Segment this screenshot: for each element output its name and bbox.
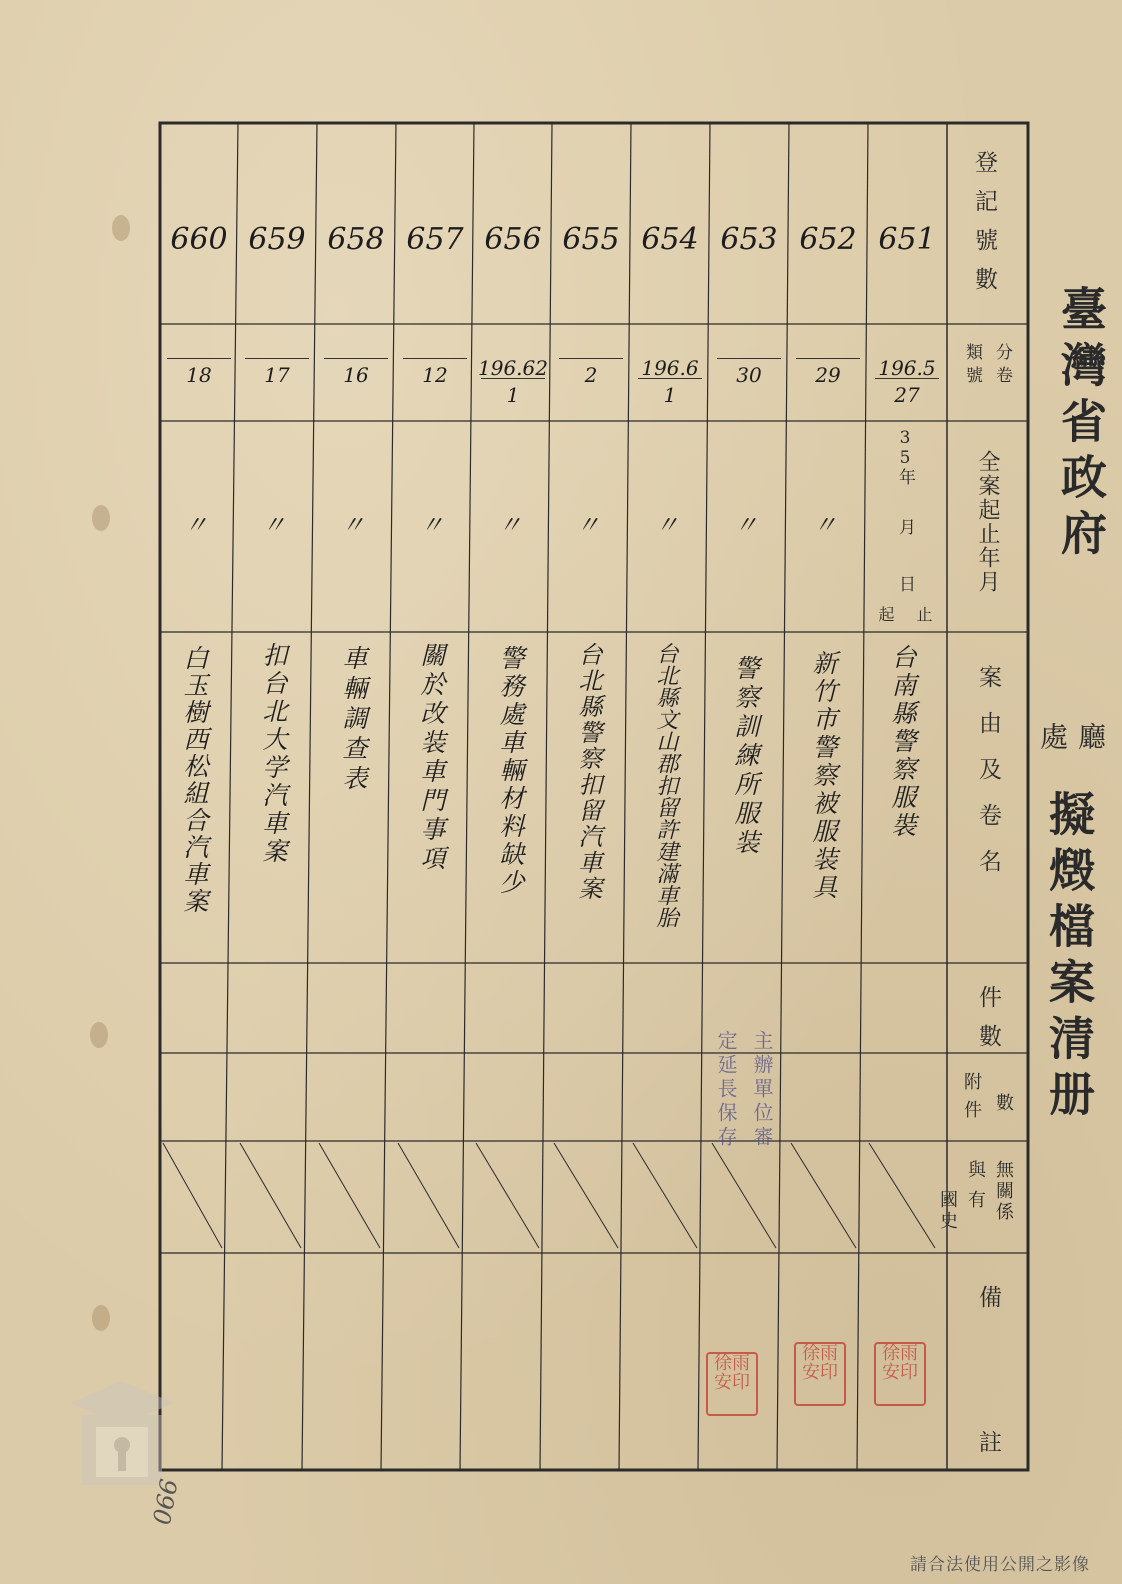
case-title: 台北縣文山郡扣留許建滿車胎 bbox=[653, 642, 678, 928]
case-title: 警務處車輛材料缺少 bbox=[496, 645, 525, 897]
registration-number: 660 bbox=[170, 222, 228, 257]
category-bottom: 17 bbox=[264, 363, 290, 387]
registration-number: 656 bbox=[484, 222, 542, 257]
category-bottom: 16 bbox=[343, 363, 369, 387]
registration-number: 655 bbox=[562, 222, 620, 257]
archive-watermark-logo bbox=[62, 1375, 182, 1495]
personal-seal: 徐雨安印 bbox=[874, 1342, 926, 1406]
header-registration-number: 登記號數 bbox=[971, 150, 997, 306]
retention-stamp-line-1: 主辦單位審 bbox=[750, 1030, 774, 1150]
personal-seal: 徐雨安印 bbox=[706, 1352, 758, 1416]
category-top: 196.5 bbox=[878, 356, 936, 380]
category-number bbox=[631, 358, 709, 405]
category-bottom: 27 bbox=[894, 383, 920, 407]
fraction-bar bbox=[559, 358, 623, 359]
date-year-label: 35年 bbox=[895, 428, 915, 485]
date-start-label: 起 bbox=[876, 606, 895, 622]
category-bottom: 30 bbox=[736, 363, 762, 387]
registration-number: 651 bbox=[878, 222, 936, 257]
page-mark: 066 bbox=[148, 1476, 184, 1527]
date-ditto: 〃 bbox=[813, 511, 837, 539]
registration-number: 652 bbox=[799, 222, 857, 257]
header-case-title: 案由及卷名 bbox=[975, 665, 1001, 895]
date-ditto: 〃 bbox=[341, 511, 365, 539]
case-title: 車輛調查表 bbox=[339, 645, 368, 795]
date-day-label: 日 bbox=[895, 575, 915, 592]
category-bottom: 1 bbox=[506, 383, 520, 407]
category-number bbox=[710, 358, 788, 385]
registration-number: 658 bbox=[327, 222, 385, 257]
registration-number: 657 bbox=[406, 222, 464, 257]
fraction-bar bbox=[324, 358, 388, 359]
case-title: 台北縣警察扣留汽車案 bbox=[574, 642, 602, 902]
fraction-bar bbox=[245, 358, 309, 359]
register-subtitle: 擬燬檔案清册 bbox=[1042, 790, 1096, 1126]
date-ditto: 〃 bbox=[262, 511, 286, 539]
registration-number: 654 bbox=[641, 222, 699, 257]
fraction-bar bbox=[167, 358, 231, 359]
personal-seal: 徐雨安印 bbox=[794, 1342, 846, 1406]
category-bottom: 1 bbox=[663, 383, 677, 407]
category-bottom: 2 bbox=[584, 363, 598, 387]
fraction-bar bbox=[403, 358, 467, 359]
fraction-bar bbox=[796, 358, 860, 359]
category-bottom: 18 bbox=[186, 363, 212, 387]
case-title: 新竹市警察被服装具 bbox=[809, 650, 838, 902]
category-number bbox=[317, 358, 395, 385]
registration-number: 659 bbox=[248, 222, 306, 257]
date-end-label: 止 bbox=[914, 606, 933, 622]
case-title: 關於改装車門事項 bbox=[417, 642, 446, 874]
header-relevance-c: 國史 bbox=[937, 1190, 958, 1232]
header-category-b: 類號 bbox=[962, 343, 982, 389]
case-title: 台南縣警察服裝 bbox=[888, 644, 917, 840]
category-top: 196.62 bbox=[478, 356, 548, 380]
header-item-count: 件數 bbox=[975, 985, 1001, 1063]
date-ditto: 〃 bbox=[655, 511, 679, 539]
fraction-bar bbox=[717, 358, 781, 359]
category-number bbox=[474, 358, 552, 405]
category-number bbox=[160, 358, 238, 385]
retention-stamp-line-2: 定延長保存 bbox=[714, 1030, 738, 1150]
registration-number: 653 bbox=[720, 222, 778, 257]
date-month-label: 月 bbox=[895, 518, 915, 535]
category-number bbox=[868, 358, 946, 405]
category-bottom: 12 bbox=[422, 363, 448, 387]
header-remarks-b: 註 bbox=[975, 1430, 1001, 1453]
header-remarks-a: 備 bbox=[975, 1285, 1001, 1308]
header-attachments-a: 數 bbox=[993, 1093, 1014, 1111]
usage-watermark: 請合法使用公開之影像 bbox=[910, 1555, 1090, 1575]
category-number bbox=[789, 358, 867, 385]
date-ditto: 〃 bbox=[420, 511, 444, 539]
case-title: 扣台北大学汽車案 bbox=[259, 642, 288, 866]
department-label-2: 處 bbox=[1036, 722, 1069, 750]
header-relevance-b: 與有 bbox=[965, 1160, 986, 1220]
case-title: 警察訓練所服装 bbox=[731, 655, 760, 858]
header-relevance-a: 無關係 bbox=[993, 1160, 1014, 1223]
date-ditto: 〃 bbox=[498, 511, 522, 539]
date-ditto: 〃 bbox=[184, 511, 208, 539]
header-attachments-b: 附件 bbox=[961, 1072, 982, 1128]
department-label-1: 廳 bbox=[1074, 722, 1107, 750]
header-category-a: 分卷 bbox=[992, 343, 1012, 389]
category-top: 196.6 bbox=[641, 356, 699, 380]
category-bottom: 29 bbox=[815, 363, 841, 387]
case-title: 白玉樹西松組合汽車案 bbox=[180, 645, 209, 915]
header-date-range: 全案起止年月 bbox=[975, 450, 1000, 594]
government-title: 臺灣省政府 bbox=[1054, 285, 1108, 565]
category-number bbox=[396, 358, 474, 385]
category-number bbox=[552, 358, 630, 385]
date-ditto: 〃 bbox=[576, 511, 600, 539]
category-number bbox=[238, 358, 316, 385]
date-ditto: 〃 bbox=[734, 511, 758, 539]
